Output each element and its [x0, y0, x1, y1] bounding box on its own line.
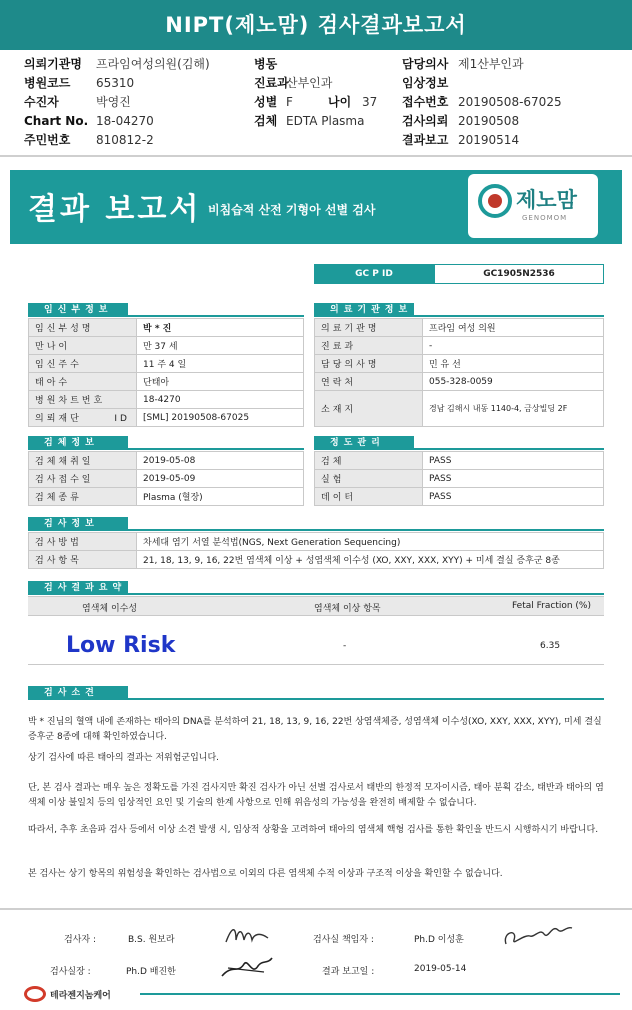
row-label: 검체종류 — [29, 488, 137, 506]
meta-label: 의뢰기관명 — [24, 57, 82, 71]
meta-label: 담당의사 — [402, 57, 449, 71]
row-value: 경남 김해시 내동 1140-4, 금상빌딩 2F — [423, 391, 604, 427]
meta-row — [24, 93, 624, 112]
row-label: 검사방법 — [29, 533, 137, 551]
row-value: 차세대 염기 서열 분석법(NGS, Next Generation Sequencing) — [137, 533, 604, 551]
meta-label: 성별 — [254, 95, 278, 109]
row-value: PASS — [423, 488, 604, 506]
gcp-id-value: GC1905N2536 — [434, 264, 604, 284]
row-value: 11 주 4 일 — [137, 355, 304, 373]
row-value: 만 37 세 — [137, 337, 304, 355]
quality-control-table — [314, 451, 604, 506]
section-quality-control: 정도관리 — [314, 436, 414, 450]
meta-label: 검사의뢰 — [402, 114, 449, 128]
lab-lead-name: Ph.D 이성훈 — [414, 935, 464, 945]
table-row — [29, 409, 304, 427]
meta-value: F — [286, 95, 293, 109]
meta-value: 산부인과 — [286, 76, 333, 90]
lab-lead-label: 검사실 책임자 : — [313, 935, 374, 945]
tester-signature — [222, 920, 274, 950]
meta-label: 검체 — [254, 114, 278, 128]
section-line — [414, 315, 604, 317]
summary-col-fetal-fraction: Fetal Fraction (%) — [512, 601, 591, 611]
logo-english: GENOMOM — [522, 214, 568, 222]
row-label: 소재지 — [315, 391, 423, 427]
row-label: 임신주수 — [29, 355, 137, 373]
table-row — [29, 533, 604, 551]
section-test-info: 검사정보 — [28, 517, 128, 531]
tester-name: B.S. 원보라 — [128, 935, 175, 945]
summary-fetal-fraction-value: 6.35 — [540, 641, 561, 651]
table-row — [29, 355, 304, 373]
row-label: 만나이 — [29, 337, 137, 355]
summary-col-abnormality: 염색체 이상 항목 — [314, 604, 381, 614]
row-value: PASS — [423, 452, 604, 470]
row-label: 검사접수일 — [29, 470, 137, 488]
row-value: 프라임 여성 의원 — [423, 319, 604, 337]
logo-dot-icon — [488, 194, 502, 208]
table-row — [29, 452, 304, 470]
meta-label: 접수번호 — [402, 95, 449, 109]
row-value: 단태아 — [137, 373, 304, 391]
table-row — [29, 391, 304, 409]
institution-info-table — [314, 318, 604, 427]
lab-head-signature — [218, 950, 274, 982]
summary-bottom-line — [28, 664, 604, 665]
report-date-value: 2019-05-14 — [414, 964, 467, 974]
section-pregnant-info: 임신부정보 — [28, 303, 128, 317]
section-result-summary: 검사결과요약 — [28, 581, 128, 595]
table-row — [315, 319, 604, 337]
row-label: 담당의사명 — [315, 355, 423, 373]
section-line — [128, 448, 304, 450]
row-label: 태아수 — [29, 373, 137, 391]
row-value: 박 * 진 — [137, 319, 304, 337]
row-label: 검사항목 — [29, 551, 137, 569]
footer-line — [140, 993, 620, 995]
header-meta — [24, 55, 624, 150]
table-row — [315, 452, 604, 470]
table-row — [315, 488, 604, 506]
meta-value: EDTA Plasma — [286, 114, 365, 128]
meta-value: 박영진 — [96, 95, 131, 109]
row-label: 실험 — [315, 470, 423, 488]
meta-value: 65310 — [96, 76, 135, 90]
logo-name: 제노맘 — [516, 188, 577, 212]
lab-head-label: 검사실장 : — [50, 967, 91, 977]
table-row — [29, 551, 604, 569]
result-banner — [10, 170, 622, 244]
section-line — [414, 448, 604, 450]
finding-paragraph-5: 본 검사는 상기 항목의 위험성을 확인하는 검사법으로 이외의 다른 염색체 수적 이상과 구조적 이상을 확인할 수 없습니다. — [28, 869, 503, 879]
report-title: NIPT(제노맘) 검사결과보고서 — [0, 0, 632, 50]
meta-label: 진료과 — [254, 76, 289, 90]
meta-value: 20190508-67025 — [458, 95, 562, 109]
genomom-logo — [468, 174, 598, 238]
row-label: 연락처 — [315, 373, 423, 391]
meta-label: 병동 — [254, 57, 278, 71]
meta-age-value: 37 — [362, 95, 378, 109]
row-value: - — [423, 337, 604, 355]
section-specimen-info: 검체정보 — [28, 436, 128, 450]
company-logo-icon — [24, 986, 46, 1002]
row-value: 2019-05-08 — [137, 452, 304, 470]
table-row — [29, 337, 304, 355]
pregnant-info-table — [28, 318, 304, 427]
meta-label: Chart No. — [24, 114, 89, 128]
meta-value: 프라임여성의원(김해) — [96, 57, 210, 71]
report-date-label: 결과 보고일 : — [322, 967, 375, 977]
section-institution-info: 의료기관정보 — [314, 303, 414, 317]
meta-value: 18-04270 — [96, 114, 154, 128]
table-row — [29, 319, 304, 337]
row-value: PASS — [423, 470, 604, 488]
meta-value: 810812-2 — [96, 133, 154, 147]
table-row — [29, 488, 304, 506]
summary-col-aneuploidy: 염색체 이수성 — [82, 604, 138, 614]
row-value: 민 유 선 — [423, 355, 604, 373]
table-row — [315, 355, 604, 373]
finding-paragraph-3: 단, 본 검사 결과는 매우 높은 정확도를 가진 검사지만 확진 검사가 아닌 선별 검사로서 태반의 한정적 모자이시즘, 태아 분획 감소, 태반과 태아의 염색체 이상 불일치 등의 임상적인 요인 및 기술의 한계 사항으로 인해 위음성의 가능성을 완전히 배제할 수 없습니다. — [28, 783, 604, 808]
finding-paragraph-4: 따라서, 추후 초음파 검사 등에서 이상 소견 발생 시, 임상적 상황을 고려하여 태아의 염색체 핵형 검사를 통한 확인을 반드시 시행하시기 바랍니다. — [28, 825, 599, 835]
lab-lead-signature — [500, 916, 576, 950]
summary-header — [28, 596, 604, 616]
section-line — [128, 315, 304, 317]
tester-label: 검사자 : — [64, 935, 96, 945]
table-row — [315, 337, 604, 355]
lab-head-name: Ph.D 배진한 — [126, 967, 176, 977]
specimen-info-table — [28, 451, 304, 506]
section-line — [128, 698, 604, 700]
row-value: 2019-05-09 — [137, 470, 304, 488]
meta-label: 병원코드 — [24, 76, 71, 90]
row-label: 임신부성명 — [29, 319, 137, 337]
row-label: 의뢰재단 ID — [29, 409, 137, 427]
row-value: 18-4270 — [137, 391, 304, 409]
row-label: 진료과 — [315, 337, 423, 355]
section-line — [128, 593, 604, 595]
row-label: 데이터 — [315, 488, 423, 506]
meta-value: 20190514 — [458, 133, 520, 147]
meta-value: 제1산부인과 — [458, 57, 524, 71]
row-label: 검체채취일 — [29, 452, 137, 470]
meta-value: 20190508 — [458, 114, 520, 128]
result-low-risk: Low Risk — [66, 633, 176, 658]
company-name: 테라젠지놈케어 — [50, 991, 111, 1001]
row-label: 검체 — [315, 452, 423, 470]
finding-paragraph-2: 상기 검사에 따른 태아의 결과는 저위험군입니다. — [28, 753, 220, 763]
banner-title: 결과 보고서 — [28, 192, 202, 227]
gcp-id-label: GC P ID — [314, 264, 434, 284]
row-label: 의료기관명 — [315, 319, 423, 337]
meta-label: 수진자 — [24, 95, 59, 109]
table-row — [315, 391, 604, 427]
meta-row — [24, 131, 624, 150]
row-value: Plasma (혈장) — [137, 488, 304, 506]
banner-subtitle: 비침습적 산전 기형아 선별 검사 — [208, 203, 376, 217]
table-row — [29, 373, 304, 391]
header-divider — [0, 155, 632, 157]
summary-abnormality-value: - — [343, 641, 347, 651]
meta-row — [24, 112, 624, 131]
meta-label: 결과보고 — [402, 133, 449, 147]
row-value: 055-328-0059 — [423, 373, 604, 391]
meta-label: 주민번호 — [24, 133, 71, 147]
meta-row — [24, 55, 624, 74]
test-info-table — [28, 532, 604, 569]
table-row — [29, 470, 304, 488]
row-value: 21, 18, 13, 9, 16, 22번 염색체 이상 + 성염색체 이수성 (XO, XXY, XXX, XYY) + 미세 결실 증후군 8종 — [137, 551, 604, 569]
row-label: 병원차트번호 — [29, 391, 137, 409]
table-row — [315, 470, 604, 488]
row-value: [SML] 20190508-67025 — [137, 409, 304, 427]
meta-label: 임상정보 — [402, 76, 449, 90]
gcp-id-box — [314, 264, 604, 284]
section-findings: 검사소견 — [28, 686, 128, 700]
meta-row — [24, 74, 624, 93]
finding-paragraph-1: 박 * 진님의 혈액 내에 존재하는 태아의 DNA를 분석하여 21, 18, 13, 9, 16, 22번 상염색체증, 성염색체 이수성(XO, XXY, XXX, XYY), 미세 결실 증후군 8종에 대해 확인하였습니다. — [28, 717, 602, 742]
meta-age-label: 나이 — [328, 95, 352, 109]
signature-divider — [0, 908, 632, 910]
section-line — [128, 529, 604, 531]
table-row — [315, 373, 604, 391]
